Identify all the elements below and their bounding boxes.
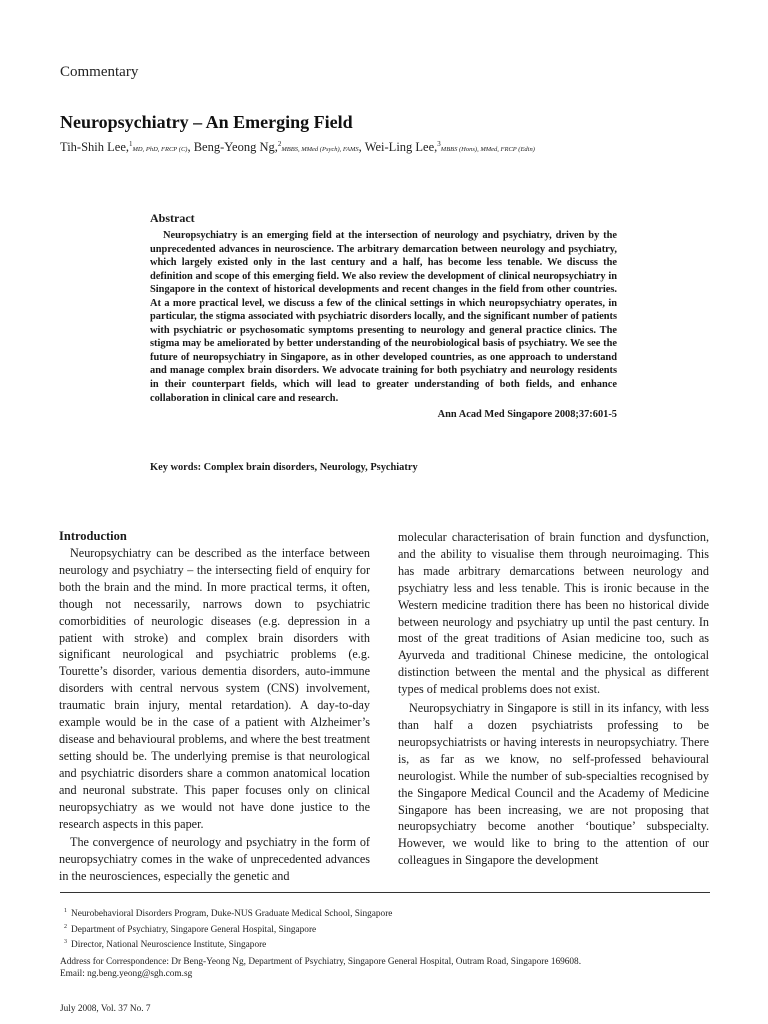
author-separator: , <box>187 140 194 155</box>
correspondence-email: Email: ng.beng.yeong@sgh.com.sg <box>60 968 193 979</box>
footnote-item <box>60 921 710 937</box>
body-paragraph: Neuropsychiatry in Singapore is still in its infancy, with less than half a dozen psychiatrists professing to be neuropsychiatrists or having interests in neuropsychiatry. There is, as far as we know, no self-professed behavioural neurologist. While the number of sub-specialties recognised by the Singapore Medical Council and the Academy of Medicine Singapore has been increasing, we are not proposing that neuropsychiatry become another ‘boutique’ subspecialty. However, we would like to bring to the attention of our colleagues in Singapore the development <box>398 701 709 868</box>
author-credentials: MD, PhD, FRCP (C) <box>132 146 188 154</box>
author-name: Tih-Shih Lee, <box>60 140 129 155</box>
author-credentials: MBBS, MMed (Psych), FAMS <box>281 146 359 154</box>
author-affiliation-mark: 2 <box>277 140 282 148</box>
body-column-right <box>398 529 709 871</box>
author-affiliation-mark: 3 <box>437 140 441 148</box>
author-separator: , <box>358 140 365 155</box>
author-name: Wei-Ling Lee, <box>364 140 438 155</box>
footnote-item <box>60 905 710 921</box>
footnote-divider <box>60 892 710 893</box>
abstract-body: Neuropsychiatry is an emerging field at the intersection of neurology and psychiatry, driven by the unprecedented advances in neuroscience. The arbitrary demarcation between neurology and psychiatry, which largely existed only in the last century and a half, has become less tenable. We discuss the definition and scope of this emerging field. We also review the development of clinical neuropsychiatry in Singapore in the context of historical developments and recent changes in the field from other countries. At a more practical level, we discuss a few of the clinical settings in which neuropsychiatry operates, in particular, the stigma associated with psychiatric disorders locally, and the significant number of patients with psychiatric or psychosomatic symptoms presenting to neurology and general practice clinics. The stigma may be ameliorated by better understanding of the neurobiological basis of psychiatry. We see the future of neuropsychiatry in Singapore, as in other developed countries, as one approach to understand and manage complex brain disorders. We advocate training for both psychiatry and neurology residents in their counterpart fields, which will lead to greater understanding of both fields, and enhance collaboration in clinical care and research. <box>150 230 617 404</box>
article-title: Neuropsychiatry – An Emerging Field <box>60 112 353 132</box>
body-paragraph: Neuropsychiatry can be described as the interface between neurology and psychiatry – the intersecting field of enquiry for both the brain and the mind. In more practical terms, it often, though not necessarily, narrows down to psychiatric comorbidities of neurologic diseases (e.g. depression in a patient with stroke) and complex brain disorders with significant neurological and psychiatric problems (e.g. Tourette’s disorder, various dementia disorders, auto-immune disorders with central nervous system (CNS) involvement, traumatic brain injury, mental retardation). A day-to-day example would be in the case of a patient with Alzheimer’s disease and behavioural problems, and where the best treatment setting should be. The underlying premise is that neurological and psychiatric disorders share a common anatomical location and neuronal substrate. This paper focuses only on clinical neuropsychiatry as we would not have done justice to the research aspects in this paper. <box>59 546 371 831</box>
abstract-heading: Abstract <box>150 211 195 225</box>
footnote-number: 1 <box>64 908 67 914</box>
body-paragraph: The convergence of neurology and psychiatry in the form of neuropsychiatry comes in the wake of unprecedented advances in the neurosciences, especially the genetic and <box>59 835 370 884</box>
journal-citation: Ann Acad Med Singapore 2008;37:601-5 <box>437 409 617 421</box>
footnote-number: 3 <box>64 939 67 945</box>
section-label: Commentary <box>60 64 139 80</box>
keywords: Key words: Complex brain disorders, Neurology, Psychiatry <box>150 462 418 473</box>
author-name: Beng-Yeong Ng, <box>193 140 278 155</box>
footnote-item <box>60 936 710 952</box>
correspondence-address: Address for Correspondence: Dr Beng-Yeong Ng, Department of Psychiatry, Singapore General Hospital, Outram Road, Singapore 169608. <box>60 956 582 967</box>
author-credentials: MBBS (Hons), MMed, FRCP (Edin) <box>440 146 535 154</box>
author-list <box>60 140 720 155</box>
footnote-number: 2 <box>64 923 67 930</box>
footnote-text: Neurobehavioral Disorders Program, Duke-NUS Graduate Medical School, Singapore <box>71 909 393 920</box>
body-column-left <box>59 528 370 887</box>
footnote-text: Department of Psychiatry, Singapore General Hospital, Singapore <box>71 924 317 935</box>
introduction-heading: Introduction <box>59 529 127 543</box>
footnotes <box>60 905 710 980</box>
page-footer: July 2008, Vol. 37 No. 7 <box>60 1004 151 1014</box>
body-paragraph: molecular characterisation of brain function and dysfunction, and the ability to visualise them through neuroimaging. This has made arbitrary demarcations between neurology and psychiatry less and less tenable. This is ironic because in the Western medicine tradition there has been no historical divide between neurology and psychiatry up until the past century. In most of the great traditions of Asian medicine too, such as Ayurveda and traditional Chinese medicine, the ontological distinction between the mental and the physical as different types of medical problems does not exist. <box>398 530 709 697</box>
abstract-block <box>150 211 617 420</box>
author-affiliation-mark: 1 <box>129 140 133 148</box>
footnote-text: Director, National Neuroscience Institute, Singapore <box>71 940 267 951</box>
